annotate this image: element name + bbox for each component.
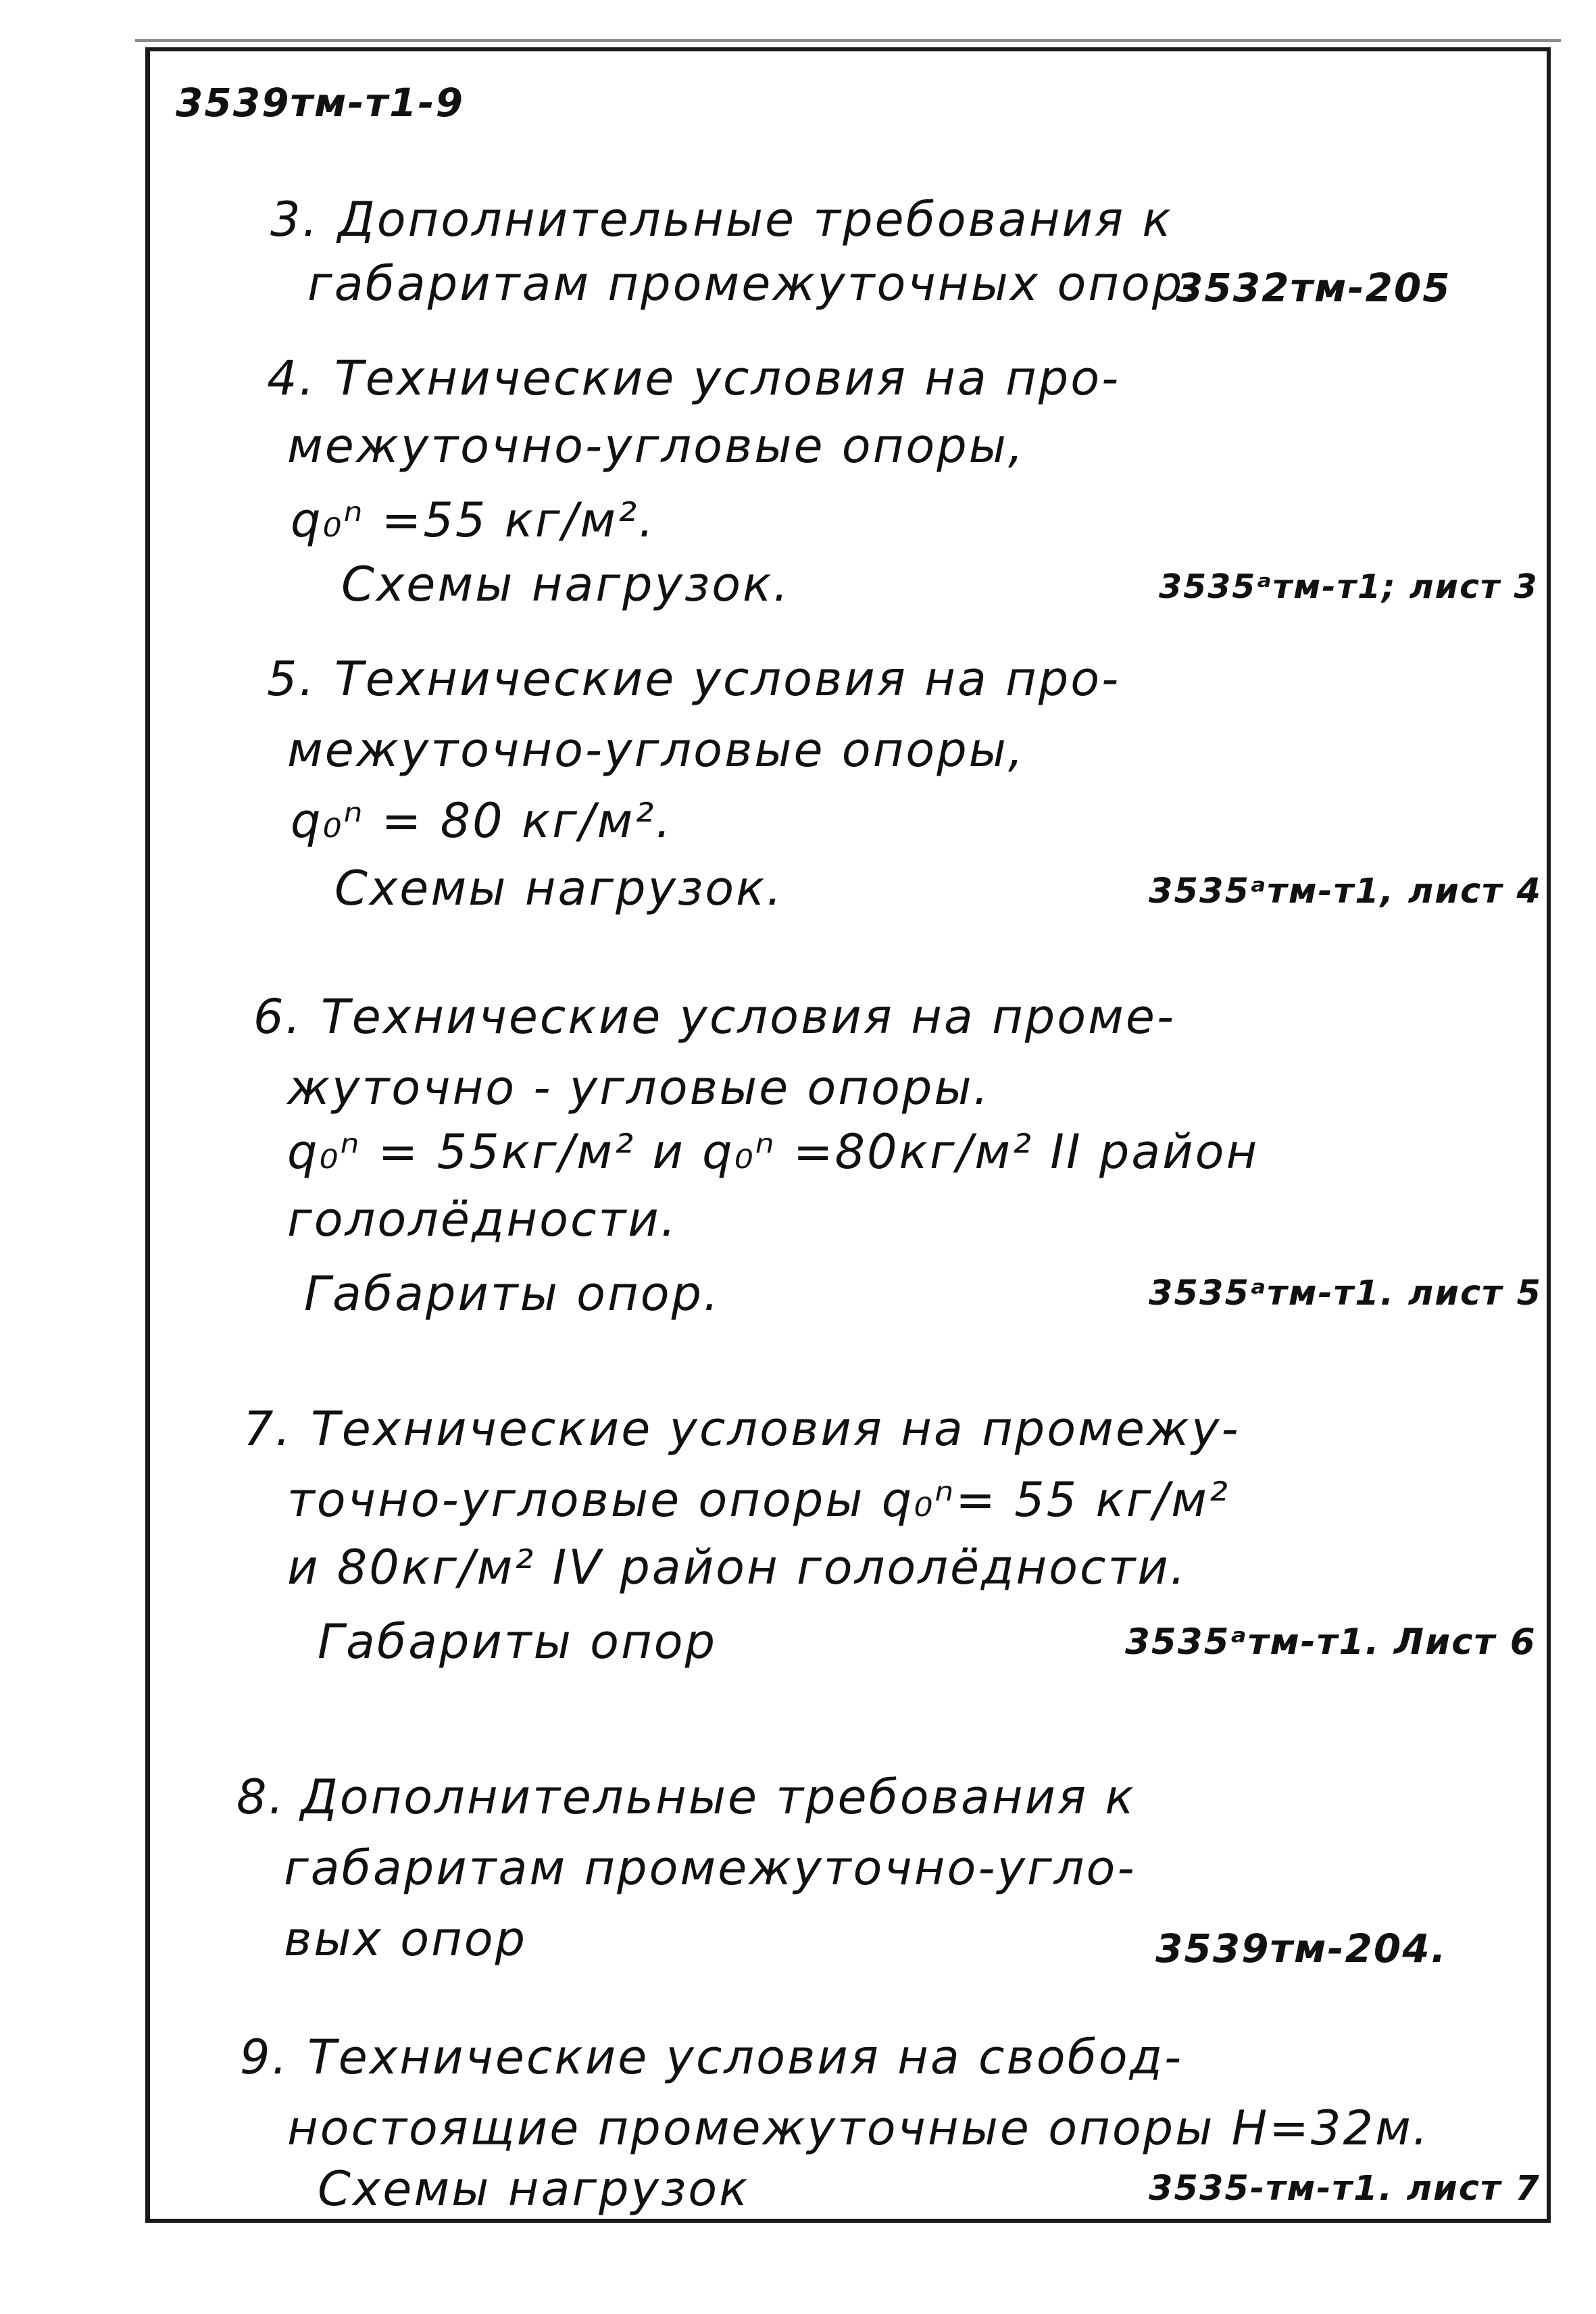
item-reference: 3532тм-205 <box>1176 265 1451 311</box>
item-line: точно-угловые опоры q₀ⁿ= 55 кг/м² <box>287 1472 1230 1528</box>
item-line: q₀ⁿ = 80 кг/м². <box>291 793 673 849</box>
item-line: Габариты опор <box>318 1614 718 1669</box>
item-line: гололёдности. <box>287 1192 678 1247</box>
scan-edge-line <box>135 39 1561 42</box>
item-number: 3. <box>270 192 320 247</box>
item-reference: 3535ᵃтм-т1. Лист 6 <box>1125 1621 1537 1663</box>
item-line: Технические условия на про- <box>334 651 1121 707</box>
item-line: Схемы нагрузок. <box>334 861 784 916</box>
item-reference: 3539тм-204. <box>1155 1926 1447 1971</box>
item-line: Схемы нагрузок <box>318 2161 750 2217</box>
item-line: межуточно-угловые опоры, <box>287 722 1026 778</box>
item-line: Дополнительные требования к <box>338 192 1173 247</box>
item-number: 6. <box>253 989 303 1045</box>
item-number: 9. <box>240 2030 289 2085</box>
item-reference: 3535ᵃтм-т1, лист 4 <box>1149 872 1542 911</box>
item-line: габаритам промежуточно-угло- <box>284 1840 1137 1896</box>
item-line: Технические условия на свобод- <box>307 2030 1184 2085</box>
item-line: вых опор <box>284 1911 528 1967</box>
item-number: 5. <box>267 651 316 707</box>
item-line: Технические условия на проме- <box>321 989 1176 1045</box>
item-line: Дополнительные требования к <box>301 1769 1136 1825</box>
item-reference: 3535-тм-т1. лист 7 <box>1149 2169 1541 2209</box>
item-line: межуточно-угловые опоры, <box>287 418 1026 474</box>
item-line: и 80кг/м² IV район гололёдности. <box>287 1540 1188 1595</box>
item-line: жуточно - угловые опоры. <box>287 1060 991 1115</box>
item-number: 8. <box>236 1769 286 1825</box>
item-reference: 3535ᵃтм-т1. лист 5 <box>1149 1274 1542 1313</box>
item-line: Технические условия на промежу- <box>311 1401 1241 1457</box>
item-line: Габариты опор. <box>304 1266 721 1322</box>
item-number: 7. <box>243 1401 293 1457</box>
document-code: 3539тм-т1-9 <box>176 80 464 126</box>
item-line: Схемы нагрузок. <box>341 557 791 612</box>
item-number: 4. <box>267 351 316 406</box>
item-line: Технические условия на про- <box>334 351 1121 406</box>
item-line: q₀ⁿ = 55кг/м² и q₀ⁿ =80кг/м² II район <box>287 1124 1260 1180</box>
item-reference: 3535ᵃтм-т1; лист 3 <box>1159 568 1539 606</box>
item-line: q₀ⁿ =55 кг/м². <box>291 493 656 548</box>
item-line: габаритам промежуточных опор. <box>307 256 1201 311</box>
item-line: ностоящие промежуточные опоры Н=32м. <box>287 2101 1430 2156</box>
